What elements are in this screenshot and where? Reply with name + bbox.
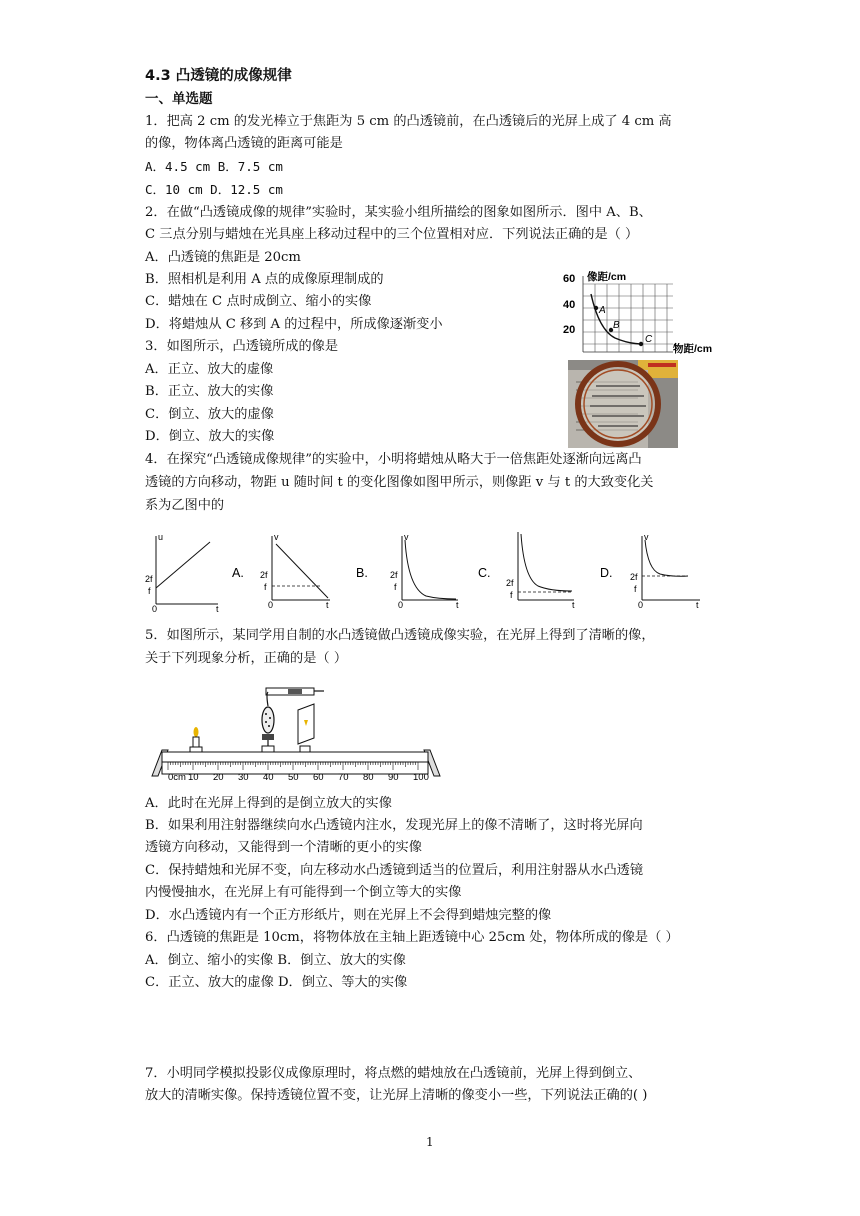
q2-curve bbox=[591, 294, 643, 344]
svg-text:v: v bbox=[644, 532, 649, 542]
svg-text:u: u bbox=[158, 532, 164, 542]
ruler-label: 70 bbox=[338, 772, 349, 783]
q2-stem-line1: 2．在做“凸透镜成像的规律”实验时，某实验小组所描绘的图象如图所示．图中 A、B、 bbox=[145, 205, 652, 220]
page-number: 1 bbox=[426, 1135, 434, 1149]
ruler-label: 10 bbox=[188, 772, 199, 783]
q1-options-ab: A．4.5 cm B．7.5 cm bbox=[145, 159, 283, 174]
q4-stem-line2: 透镜的方向移动，物距 u 随时间 t 的变化图像如图甲所示，则像距 v 与 t 的大致变化关 bbox=[145, 475, 654, 490]
q2-option-d: D．将蜡烛从 C 移到 A 的过程中，所成像逐渐变小 bbox=[145, 317, 443, 332]
ruler-label: 60 bbox=[313, 772, 324, 783]
q4-graph-u bbox=[145, 532, 219, 614]
water-lens bbox=[262, 688, 324, 752]
svg-text:f: f bbox=[510, 590, 513, 600]
svg-text:0: 0 bbox=[638, 600, 644, 610]
q2-stem-line2: C 三点分别与蜡烛在光具座上移动过程中的三个位置相对应．下列说法正确的是（ ） bbox=[145, 227, 639, 242]
q6-stem: 6．凸透镜的焦距是 10cm，将物体放在主轴上距透镜中心 25cm 处，物体所成的像是（ ） bbox=[145, 930, 679, 945]
ruler-label: 100 bbox=[413, 772, 429, 783]
q5-option-c-line2: 内慢慢抽水，在光屏上有可能得到一个倒立等大的实像 bbox=[145, 885, 462, 900]
q6-options-ab: A．倒立、缩小的实像 B．倒立、放大的实像 bbox=[145, 953, 406, 968]
q7-stem-line2: 放大的清晰实像。保持透镜位置不变，让光屏上清晰的像变小一些，下列说法正确的( ) bbox=[145, 1088, 648, 1103]
q2-label-c: C bbox=[645, 334, 653, 345]
svg-text:f: f bbox=[148, 586, 151, 596]
svg-text:0: 0 bbox=[152, 604, 158, 614]
q2-xlabel: 物距/cm bbox=[673, 343, 713, 355]
q5-option-a: A．此时在光屏上得到的是倒立放大的实像 bbox=[145, 796, 392, 811]
q2-ytick-20: 20 bbox=[563, 324, 576, 336]
ruler-label: 0cm bbox=[168, 772, 186, 783]
section-heading: 一、单选题 bbox=[145, 91, 213, 107]
svg-text:2f: 2f bbox=[260, 570, 268, 580]
q4-stem-line1: 4．在探究“凸透镜成像规律”的实验中，小明将蜡烛从略大于一倍焦距处逐渐向远离凸 bbox=[145, 452, 642, 467]
q4-graph-d bbox=[630, 532, 700, 610]
q2-option-a: A．凸透镜的焦距是 20cm bbox=[145, 250, 301, 265]
q2-ytick-40: 40 bbox=[563, 299, 576, 311]
q4-graphs bbox=[140, 528, 720, 616]
q5-option-b-line1: B．如果利用注射器继续向水凸透镜内注水，发现光屏上的像不清晰了，这时将光屏向 bbox=[145, 818, 643, 833]
q4-option-b-label: B. bbox=[356, 566, 368, 580]
q1-options-cd: C．10 cm D．12.5 cm bbox=[145, 182, 283, 197]
q3-option-d: D．倒立、放大的实像 bbox=[145, 429, 275, 444]
q4-option-c-label: C. bbox=[478, 566, 491, 580]
q4-option-a-label: A. bbox=[232, 566, 244, 580]
q1-stem-line2: 的像，物体离凸透镜的距离可能是 bbox=[145, 136, 343, 151]
svg-text:f: f bbox=[394, 582, 397, 592]
svg-text:2f: 2f bbox=[630, 572, 638, 582]
candle bbox=[190, 727, 202, 752]
q5-optical-bench bbox=[148, 680, 448, 784]
svg-text:t: t bbox=[572, 600, 575, 610]
q5-stem-line1: 5．如图所示，某同学用自制的水凸透镜做凸透镜成像实验，在光屏上得到了清晰的像， bbox=[145, 628, 655, 643]
q2-point-a bbox=[594, 306, 598, 310]
q5-option-c-line1: C．保持蜡烛和光屏不变，向左移动水凸透镜到适当的位置后，利用注射器从水凸透镜 bbox=[145, 863, 644, 878]
svg-text:t: t bbox=[326, 600, 329, 610]
q2-point-c bbox=[639, 342, 643, 346]
q5-option-d: D．水凸透镜内有一个正方形纸片，则在光屏上不会得到蜡烛完整的像 bbox=[145, 908, 552, 923]
q1-stem-line1: 1．把高 2 cm 的发光棒立于焦距为 5 cm 的凸透镜前，在凸透镜后的光屏上成了 4 cm 高 bbox=[145, 114, 672, 129]
q3-option-c: C．倒立、放大的虚像 bbox=[145, 407, 274, 422]
q4-graph-b bbox=[390, 532, 459, 610]
ruler-label: 90 bbox=[388, 772, 399, 783]
svg-text:2f: 2f bbox=[145, 574, 153, 584]
svg-text:2f: 2f bbox=[506, 578, 514, 588]
ruler-label: 20 bbox=[213, 772, 224, 783]
q3-option-b: B．正立、放大的实像 bbox=[145, 384, 274, 399]
q4-option-d-label: D. bbox=[600, 566, 613, 580]
svg-text:v: v bbox=[404, 532, 409, 542]
svg-text:t: t bbox=[696, 600, 699, 610]
q2-option-b: B．照相机是利用 A 点的成像原理制成的 bbox=[145, 272, 384, 287]
q5-option-b-line2: 透镜方向移动，又能得到一个清晰的更小的实像 bbox=[145, 840, 422, 855]
q5-stem-line2: 关于下列现象分析，正确的是（ ） bbox=[145, 651, 348, 666]
svg-text:v: v bbox=[274, 532, 279, 542]
q4-graph-a bbox=[260, 532, 330, 610]
svg-text:0: 0 bbox=[398, 600, 404, 610]
svg-text:2f: 2f bbox=[390, 570, 398, 580]
q6-options-cd: C．正立、放大的虚像 D．倒立、等大的实像 bbox=[145, 975, 408, 990]
q2-image-distance-graph bbox=[555, 268, 725, 363]
q4-graph-c bbox=[506, 532, 575, 610]
q3-magnifier-photo bbox=[568, 360, 678, 448]
ruler-label: 40 bbox=[263, 772, 274, 783]
q2-label-a: A bbox=[599, 305, 606, 316]
q2-label-b: B bbox=[613, 320, 620, 331]
ruler-label: 50 bbox=[288, 772, 299, 783]
svg-text:f: f bbox=[634, 584, 637, 594]
q2-option-c: C．蜡烛在 C 点时成倒立、缩小的实像 bbox=[145, 294, 372, 309]
page-title: 4.3 凸透镜的成像规律 bbox=[145, 68, 292, 84]
q2-ytick-60: 60 bbox=[563, 273, 576, 285]
svg-text:f: f bbox=[264, 582, 267, 592]
svg-text:t: t bbox=[456, 600, 459, 610]
q3-option-a: A．正立、放大的虚像 bbox=[145, 362, 274, 377]
light-screen bbox=[298, 704, 314, 752]
q3-stem: 3．如图所示，凸透镜所成的像是 bbox=[145, 339, 339, 354]
svg-text:0: 0 bbox=[268, 600, 274, 610]
q2-ylabel: 像距/cm bbox=[587, 271, 627, 283]
ruler-label: 80 bbox=[363, 772, 374, 783]
q4-stem-line3: 系为乙图中的 bbox=[145, 498, 225, 513]
ruler-label: 30 bbox=[238, 772, 249, 783]
svg-text:t: t bbox=[216, 604, 219, 614]
q7-stem-line1: 7．小明同学模拟投影仪成像原理时，将点燃的蜡烛放在凸透镜前，光屏上得到倒立、 bbox=[145, 1066, 642, 1081]
